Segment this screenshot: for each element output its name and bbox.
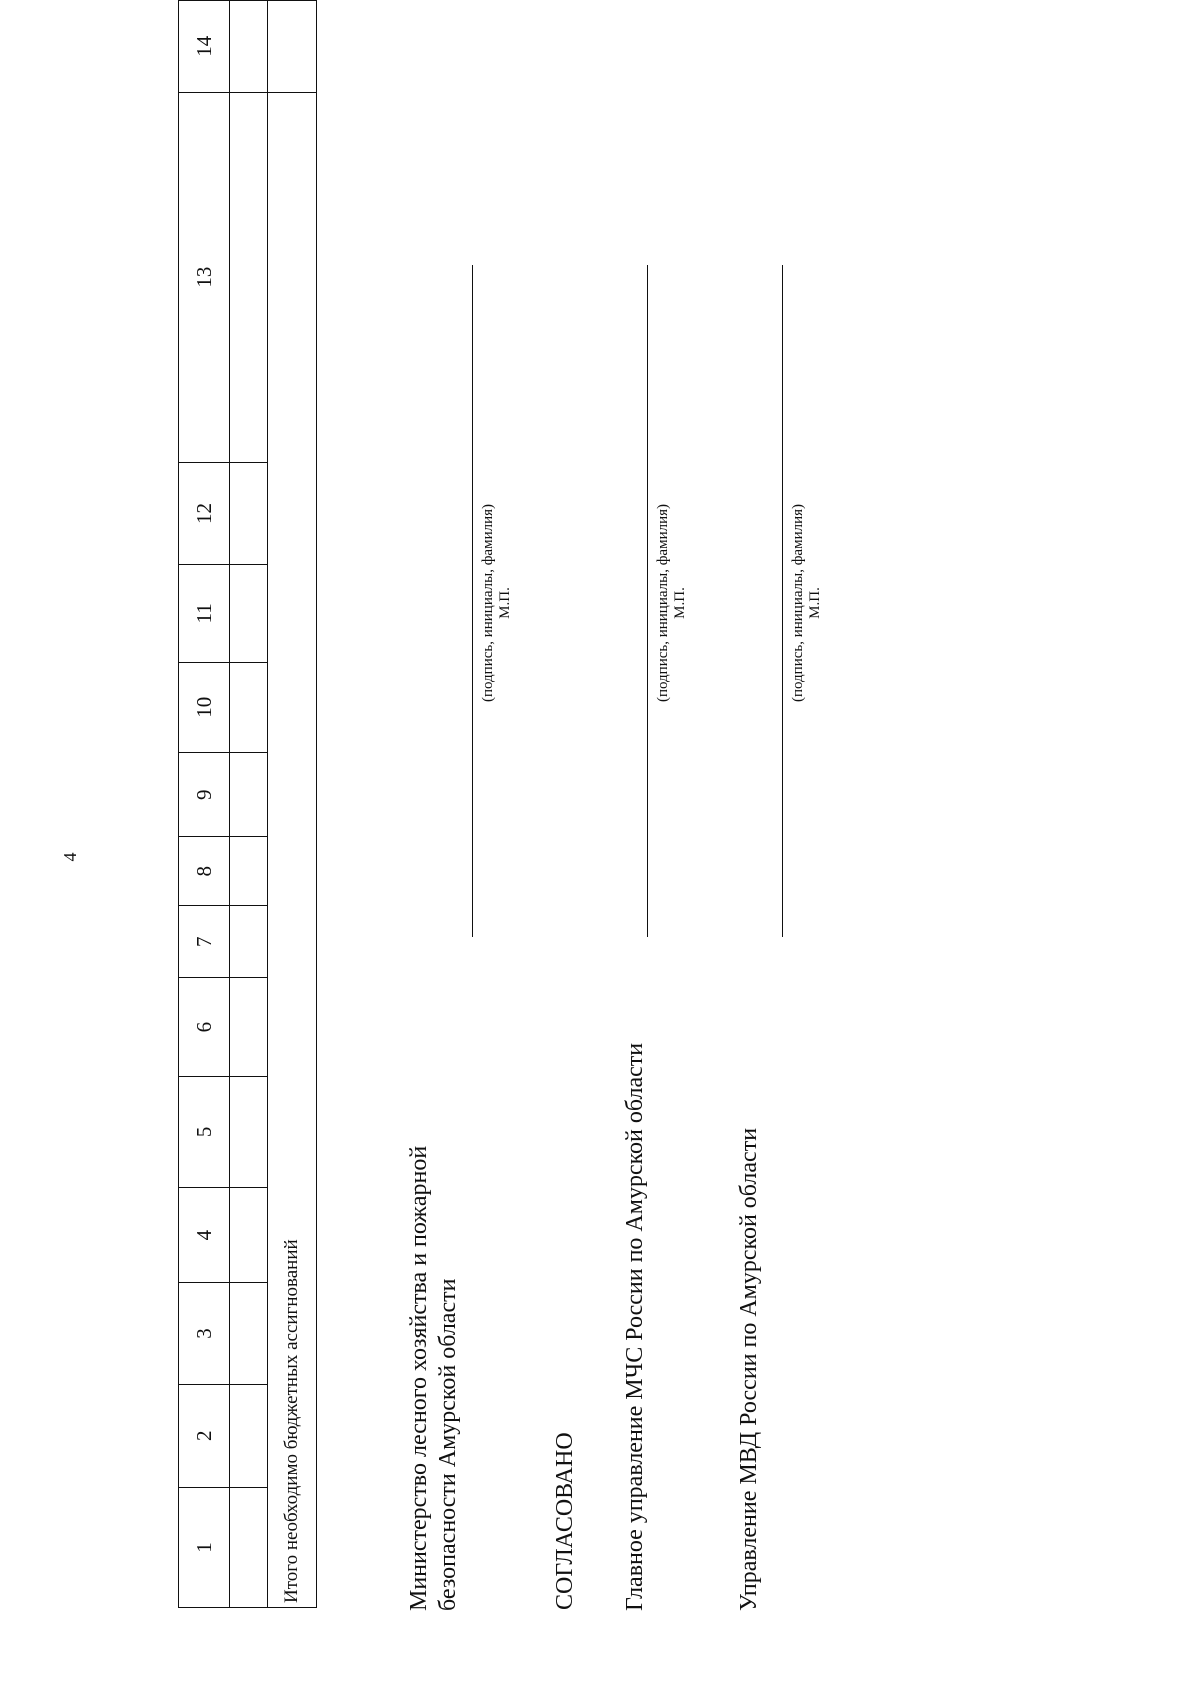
ministry-signature-caption — [480, 433, 514, 773]
column-header: 10 — [179, 662, 230, 752]
total-value-cell — [268, 1, 317, 93]
mchs-department-name: Главное управление МЧС России по Амурской области — [622, 1042, 648, 1611]
column-header: 6 — [179, 978, 230, 1076]
table-header-row — [179, 1, 230, 1608]
stamp-mark: М.П. — [807, 587, 823, 619]
mchs-signature-line — [647, 265, 648, 937]
column-header: 9 — [179, 752, 230, 836]
column-header: 4 — [179, 1187, 230, 1282]
signature-caption-text: (подпись, инициалы, фамилия) — [655, 503, 671, 703]
table-cell — [230, 662, 268, 752]
agreed-heading: СОГЛАСОВАНО — [552, 1432, 578, 1610]
table-row — [230, 1, 268, 1608]
mvd-signature-caption — [790, 433, 824, 773]
column-header: 1 — [179, 1487, 230, 1607]
column-header: 8 — [179, 837, 230, 906]
column-header: 12 — [179, 462, 230, 564]
mchs-signature-caption — [655, 433, 689, 773]
ministry-name: Министерство лесного хозяйства и пожарной безопасности Амурской области — [406, 1145, 461, 1611]
table-cell — [230, 92, 268, 462]
column-header: 11 — [179, 565, 230, 662]
stamp-mark: М.П. — [672, 587, 688, 619]
total-row — [268, 1, 317, 1608]
column-header: 3 — [179, 1283, 230, 1384]
table-cell — [230, 1, 268, 93]
column-header: 2 — [179, 1384, 230, 1487]
mvd-department-name: Управление МВД России по Амурской области — [736, 1127, 762, 1611]
table-cell — [230, 565, 268, 662]
table-cell — [230, 462, 268, 564]
signature-caption-text: (подпись, инициалы, фамилия) — [480, 503, 496, 703]
column-header: 13 — [179, 92, 230, 462]
table-cell — [230, 978, 268, 1076]
table-cell — [230, 1487, 268, 1607]
page-number: 4 — [60, 852, 80, 862]
ministry-signature-line — [472, 265, 473, 937]
table-cell — [230, 905, 268, 978]
column-header: 7 — [179, 905, 230, 978]
stamp-mark: М.П. — [497, 587, 513, 619]
table-cell — [230, 1076, 268, 1187]
total-label: Итого необходимо бюджетных ассигнований — [268, 92, 317, 1607]
budget-table — [178, 0, 317, 1608]
table-cell — [230, 1283, 268, 1384]
table-cell — [230, 752, 268, 836]
table-cell — [230, 1384, 268, 1487]
table-cell — [230, 1187, 268, 1282]
column-header: 5 — [179, 1076, 230, 1187]
mvd-signature-line — [782, 265, 783, 937]
table-cell — [230, 837, 268, 906]
signature-caption-text: (подпись, инициалы, фамилия) — [790, 503, 806, 703]
column-header: 14 — [179, 1, 230, 93]
